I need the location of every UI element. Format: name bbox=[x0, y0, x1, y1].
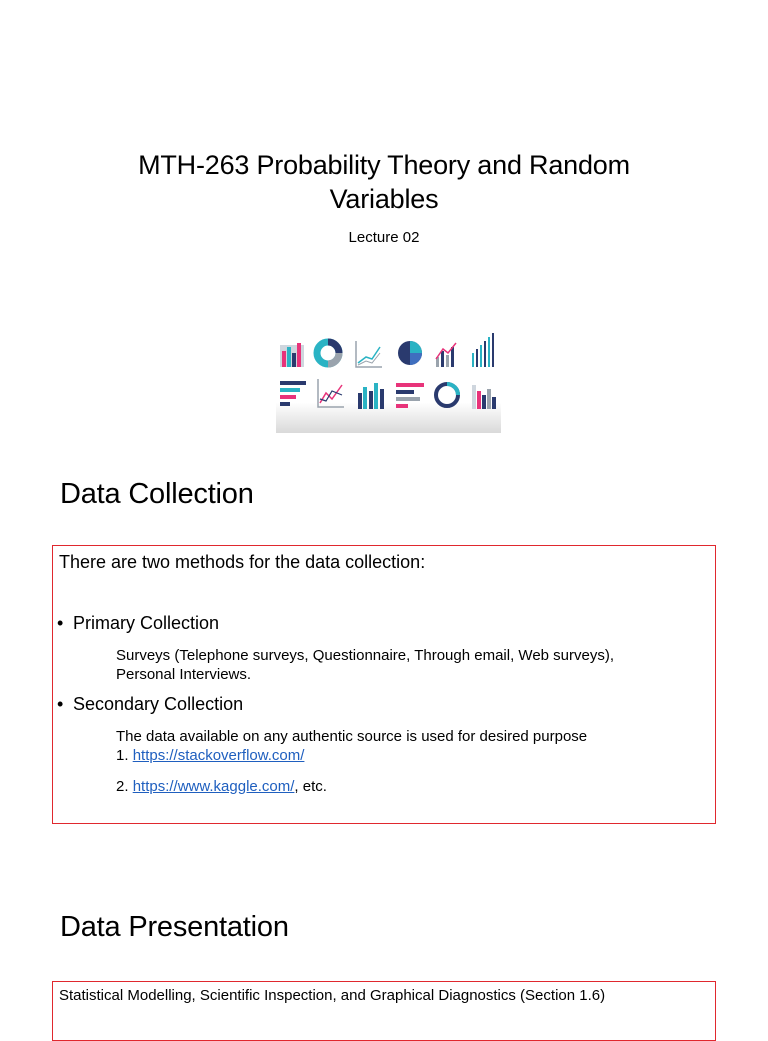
bullet-secondary: • bbox=[57, 694, 64, 714]
secondary-collection-label: Secondary Collection bbox=[73, 694, 244, 714]
combo-chart-icon bbox=[436, 343, 456, 367]
line-chart-icon bbox=[356, 341, 382, 367]
chart-icons-image bbox=[276, 331, 501, 433]
grouped-bar-icon bbox=[358, 383, 384, 409]
slide-title bbox=[60, 148, 708, 216]
donut-chart-icon bbox=[317, 342, 339, 364]
secondary-detail: The data available on any authentic source is used for desired purpose bbox=[116, 728, 588, 745]
primary-detail-line-1: Surveys (Telephone surveys, Questionnaire, Through email, Web surveys), bbox=[116, 647, 615, 664]
primary-detail-line-2: Personal Interviews. bbox=[116, 666, 252, 683]
title-line-1: MTH-263 Probability Theory and Random bbox=[138, 150, 630, 180]
ring-chart-icon bbox=[436, 384, 458, 406]
data-collection-box bbox=[52, 545, 716, 824]
data-collection-heading: Data Collection bbox=[60, 478, 254, 510]
primary-collection-label: Primary Collection bbox=[73, 613, 220, 633]
lecture-label: Lecture 02 bbox=[348, 229, 420, 246]
link1-prefix: 1. bbox=[116, 747, 133, 764]
kaggle-link[interactable]: https://www.kaggle.com/ bbox=[132, 778, 295, 795]
data-presentation-box bbox=[52, 981, 716, 1041]
link-row-2 bbox=[116, 777, 327, 796]
column-chart-icon bbox=[472, 333, 494, 367]
horizontal-bar-icon bbox=[280, 381, 306, 406]
presentation-box-text: Statistical Modelling, Scientific Inspection, and Graphical Diagnostics (Section 1.6) bbox=[59, 987, 606, 1004]
collection-intro: There are two methods for the data collection: bbox=[59, 552, 426, 572]
stacked-column-icon bbox=[472, 385, 496, 409]
data-presentation-heading: Data Presentation bbox=[60, 911, 289, 943]
multi-line-chart-icon bbox=[318, 379, 344, 407]
title-line-2: Variables bbox=[329, 184, 439, 214]
chart-icons-svg bbox=[276, 331, 501, 433]
bullet-bar-icon bbox=[396, 383, 424, 408]
bar-chart-icon bbox=[280, 343, 304, 367]
link2-prefix: 2. bbox=[116, 778, 133, 795]
link-row-1 bbox=[116, 746, 304, 765]
link2-suffix: , etc. bbox=[294, 778, 327, 795]
stackoverflow-link[interactable]: https://stackoverflow.com/ bbox=[132, 747, 305, 764]
pie-chart-icon bbox=[398, 341, 422, 365]
bullet-primary: • bbox=[57, 613, 64, 633]
